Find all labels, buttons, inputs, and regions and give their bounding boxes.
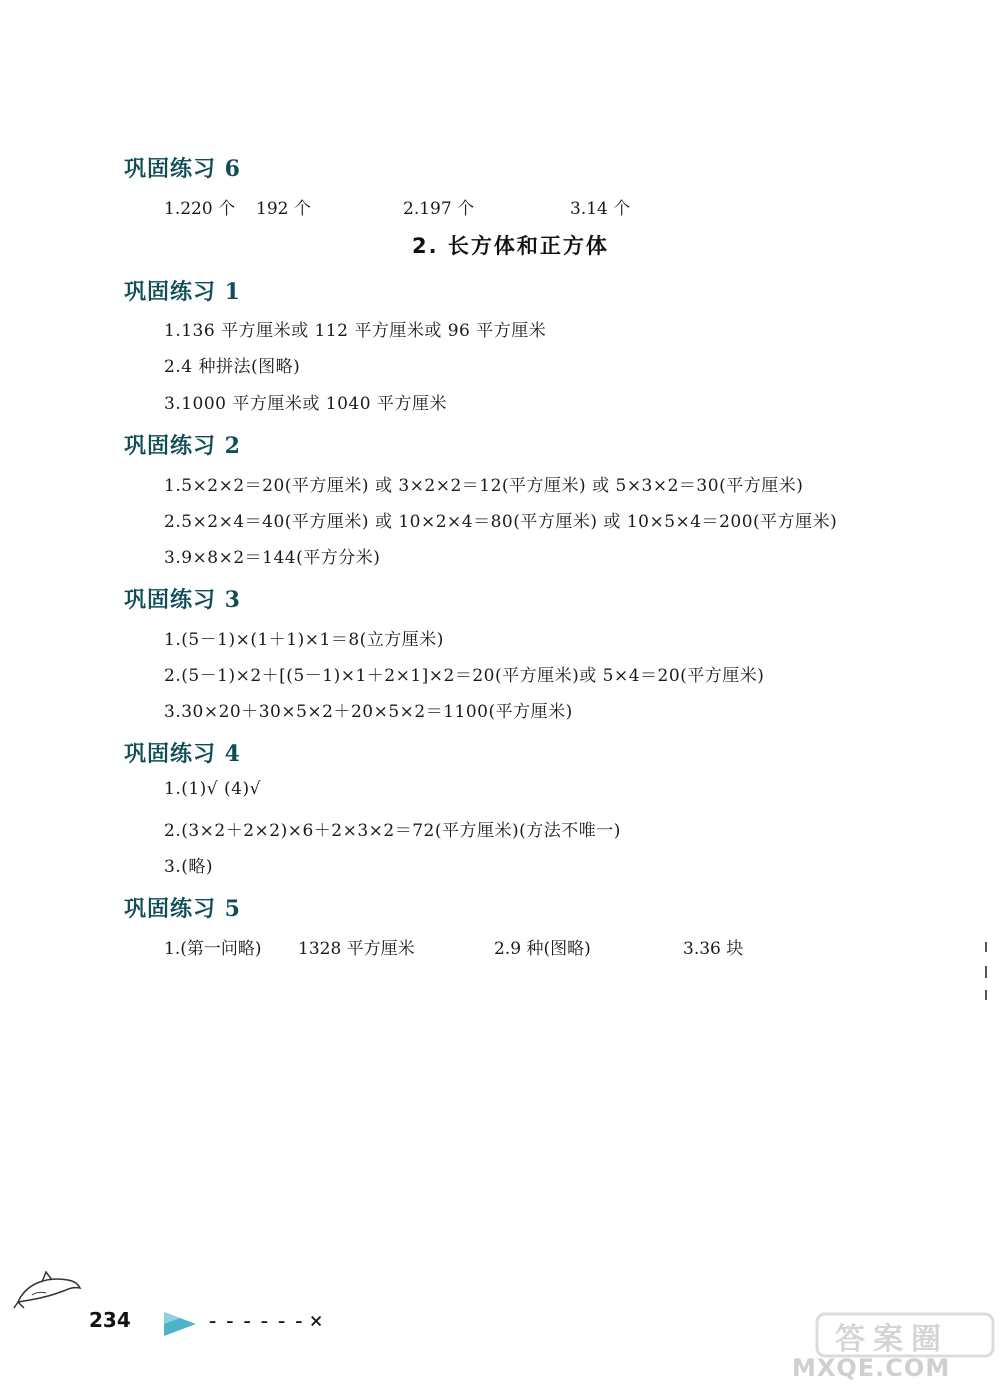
answer-line: 1.136 平方厘米或 112 平方厘米或 96 平方厘米 — [164, 321, 547, 341]
watermark-logo-text: 答案圈 — [835, 1322, 949, 1357]
answer-item: 192 个 — [256, 199, 311, 219]
answer-item: 1328 平方厘米 — [298, 939, 415, 959]
answer-line: 3.1000 平方厘米或 1040 平方厘米 — [164, 394, 447, 414]
exercise-heading: 巩固练习 6 — [124, 156, 241, 182]
answer-line: 2.4 种拼法(图略) — [164, 357, 301, 377]
exercise-heading: 巩固练习 2 — [124, 433, 241, 459]
cross-mark: × — [309, 1309, 327, 1334]
answer-line: 3.9×8×2＝144(平方分米) — [164, 548, 381, 568]
answer-line: 2.(5－1)×2＋[(5－1)×1＋2×1]×2＝20(平方厘米)或 5×4＝20(平方厘米) — [164, 666, 765, 686]
exercise-heading: 巩固练习 5 — [124, 896, 241, 922]
answer-line: 3.30×20＋30×5×2＋20×5×2＝1100(平方厘米) — [164, 702, 573, 722]
arrow-icon — [162, 1310, 198, 1338]
page-number: 234 — [89, 1308, 131, 1332]
dolphin-icon — [12, 1262, 82, 1310]
answer-line: 2.5×2×4＝40(平方厘米) 或 10×2×4＝80(平方厘米) 或 10×5×4＝200(平方厘米) — [164, 512, 838, 532]
dashes: ------ — [206, 1309, 310, 1334]
exercise-heading: 巩固练习 1 — [124, 279, 241, 305]
watermark-url: MXQE.COM — [792, 1354, 951, 1382]
exercise-heading: 巩固练习 3 — [124, 587, 241, 613]
answer-line: 1.5×2×2＝20(平方厘米) 或 3×2×2＝12(平方厘米) 或 5×3×2＝30(平方厘米) — [164, 476, 804, 496]
answer-line: 1.(1)√ (4)√ — [164, 779, 261, 799]
exercise-heading: 巩固练习 4 — [124, 741, 241, 767]
answer-item: 2.9 种(图略) — [494, 939, 591, 959]
answer-line: 2.(3×2＋2×2)×6＋2×3×2＝72(平方厘米)(方法不唯一) — [164, 821, 621, 841]
answer-line: 1.(5－1)×(1＋1)×1＝8(立方厘米) — [164, 630, 444, 650]
dash-line — [206, 1309, 327, 1334]
answer-item: 2.197 个 — [403, 199, 475, 219]
answer-line: 3.(略) — [164, 857, 213, 877]
answer-item: 1.(第一问略) — [164, 939, 262, 959]
answer-item: 3.14 个 — [570, 199, 631, 219]
margin-marks — [980, 942, 992, 1002]
section-title: 2. 长方体和正方体 — [412, 234, 609, 258]
answer-item: 3.36 块 — [683, 939, 744, 959]
answer-item: 1.220 个 — [164, 199, 236, 219]
